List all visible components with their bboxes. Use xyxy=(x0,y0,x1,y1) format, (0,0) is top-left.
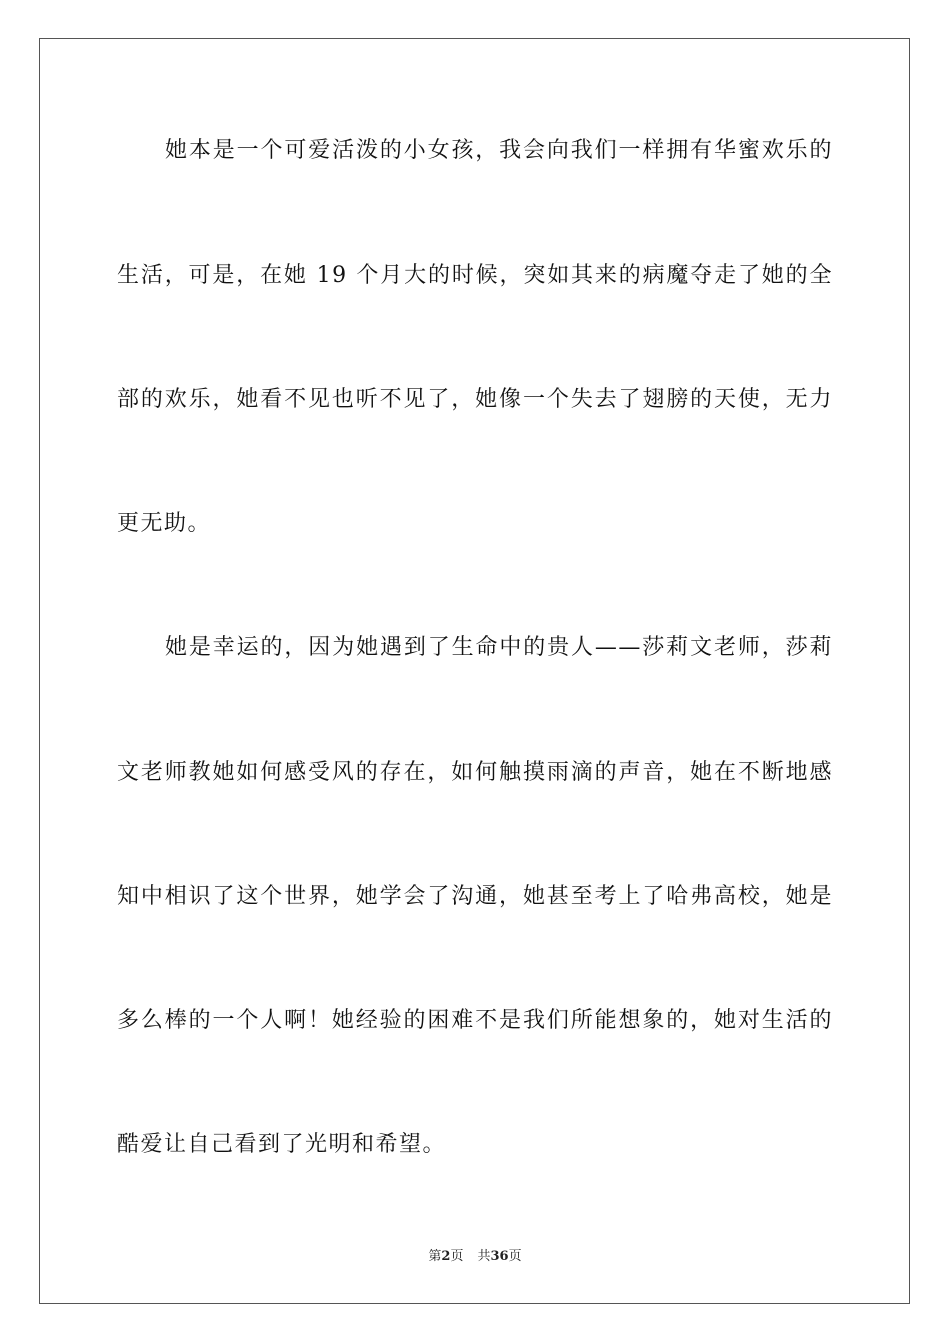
text-line: 酷爱让自己看到了光明和希望。 xyxy=(117,1132,447,1157)
text-line: 文老师教她如何感受风的存在，如何触摸雨滴的声音，她在不断地感 xyxy=(117,760,833,785)
page-number: 2 xyxy=(441,1249,451,1264)
text-line: 生活，可是，在她 19 个月大的时候，突如其来的病魔夺走了她的全 xyxy=(117,263,833,288)
total-pages: 36 xyxy=(490,1249,509,1264)
text-line: 她本是一个可爱活泼的小女孩，我会向我们一样拥有华蜜欢乐的 xyxy=(165,138,833,163)
page-footer xyxy=(0,1248,950,1266)
page-suffix: 页 xyxy=(450,1249,464,1264)
text-line: 更无助。 xyxy=(117,511,212,536)
text-line: 知中相识了这个世界，她学会了沟通，她甚至考上了哈弗高校，她是 xyxy=(117,884,833,909)
page-border xyxy=(39,38,910,1304)
text-line: 她是幸运的，因为她遇到了生命中的贵人——莎莉文老师，莎莉 xyxy=(165,635,833,660)
total-suffix: 页 xyxy=(508,1249,522,1264)
page-prefix: 第 xyxy=(428,1249,442,1264)
total-prefix: 共 xyxy=(477,1249,491,1264)
text-line: 部的欢乐，她看不见也听不见了，她像一个失去了翅膀的天使，无力 xyxy=(117,387,833,412)
text-line: 多么棒的一个人啊！她经验的困难不是我们所能想象的，她对生活的 xyxy=(117,1008,833,1033)
